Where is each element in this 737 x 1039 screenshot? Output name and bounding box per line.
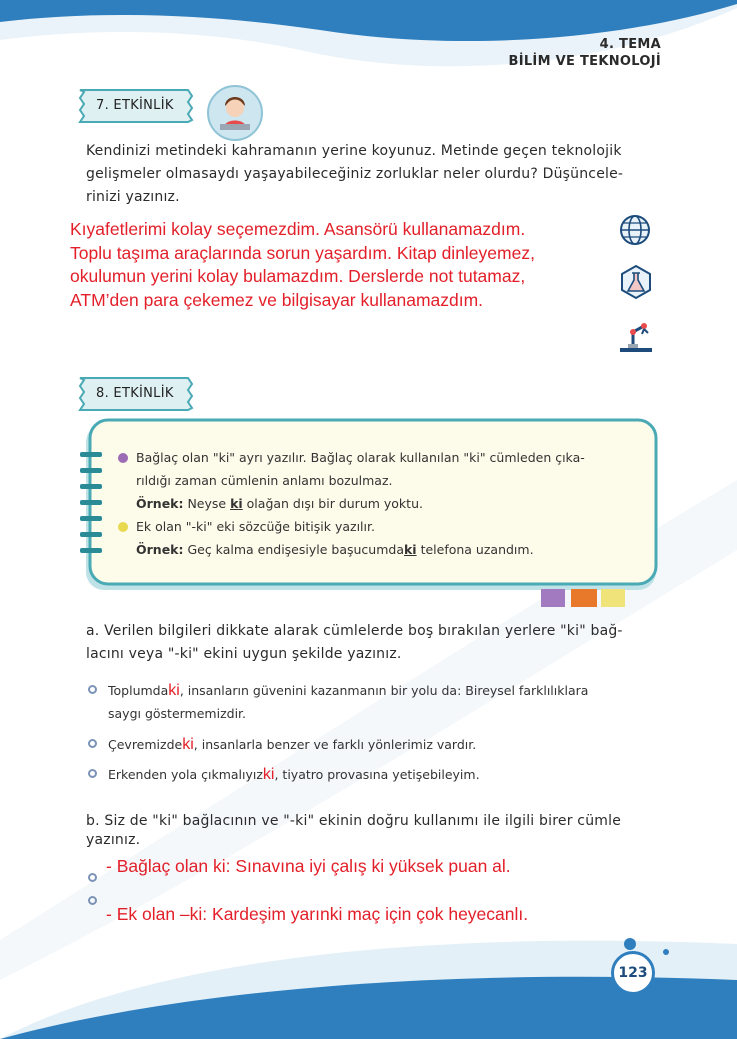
rule-1-line-1: Bağlaç olan "ki" ayrı yazılır. Bağlaç olarak kullanılan "ki" cümleden çıka- [136, 450, 585, 465]
question-line: gelişmeler olmasaydı yaşayabileceğiniz zorluklar neler olurdu? Düşüncele- [86, 166, 624, 182]
question-line: rinizi yazınız. [86, 189, 180, 205]
robot-arm-icon [618, 318, 654, 354]
answer-line: okulumun yerini kolay bulamazdım. Derslerde not tutamaz, [70, 266, 526, 286]
theme-number: 4. TEMA [599, 37, 661, 52]
activity-7-label: 7. ETKİNLİK [96, 98, 174, 113]
activity-8-label: 8. ETKİNLİK [96, 386, 174, 401]
activity-8-tag [76, 376, 194, 412]
globe-icon [618, 212, 654, 248]
info-content [118, 446, 638, 561]
example-label: Örnek: [136, 542, 184, 557]
fill-answer: ki [182, 736, 194, 753]
page-number: 123 [611, 951, 655, 995]
example-2: Örnek: Geç kalma endişesiyle başucumdaki telefona uzandım. [136, 542, 534, 557]
lab-flask-icon [618, 264, 654, 300]
question-line: a. Verilen bilgileri dikkate alarak cümlelerde boş bırakılan yerlere "ki" bağ- [86, 623, 623, 639]
answer-line: Toplu taşıma araçlarında sorun yaşardım. Kitap dinleyemez, [70, 242, 535, 263]
question-line: Kendinizi metindeki kahramanın yerine koyunuz. Metinde geçen teknolojik [86, 143, 622, 159]
question-line: lacını veya "-ki" ekini uygun şekilde yazınız. [86, 646, 402, 662]
fill-answer: ki [262, 766, 275, 783]
part-b-answer-2: - Ek olan –ki: Kardeşim yarınki maç için çok heyecanlı. [106, 904, 529, 924]
item-bullet [88, 873, 97, 882]
activity-7-tag [76, 88, 194, 124]
theme-title: BİLİM VE TEKNOLOJİ [508, 54, 661, 69]
rule-2: Ek olan "-ki" eki sözcüğe bitişik yazılır. [136, 519, 375, 534]
ki-highlight: ki [403, 542, 417, 557]
ki-highlight: ki [230, 496, 243, 511]
activity-7-answer [70, 218, 610, 312]
info-color-tabs [541, 589, 625, 609]
item-bullet [88, 739, 97, 748]
part-b-answer-1: - Bağlaç olan ki: Sınavına iyi çalış ki yüksek puan al. [106, 856, 511, 876]
yellow-bullet [118, 522, 128, 532]
question-line: yazınız. [86, 832, 141, 848]
item-bullet [88, 685, 97, 694]
theme-header [509, 36, 662, 70]
purple-bullet [118, 453, 128, 463]
item-bullet [88, 896, 97, 905]
part-b-question [86, 810, 650, 847]
girl-at-laptop-illustration [206, 84, 264, 142]
fill-answer: ki [168, 682, 180, 699]
example-1: Örnek: Neyse ki olağan dışı bir durum yoktu. [136, 496, 423, 511]
answer-line: Kıyafetlerimi kolay seçemezdim. Asansörü kullanamazdım. [70, 219, 526, 239]
part-a-question [86, 620, 650, 666]
fill-item-1: Toplumdaki, insanların güvenini kazanmanın bir yolu da: Bireysel farklılıklara saygı göstermemizdir. [108, 682, 589, 721]
activity-7-question [86, 140, 650, 209]
item-bullet [88, 769, 97, 778]
fill-item-3: Erkenden yola çıkmalıyızki, tiyatro provasına yetişebileyim. [108, 766, 480, 783]
question-line: b. Siz de "ki" bağlacının ve "-ki" ekinin doğru kullanımı ile ilgili birer cümle [86, 813, 622, 829]
fill-item-2: Çevremizdeki, insanlarla benzer ve farklı yönlerimiz vardır. [108, 736, 477, 753]
rule-1-line-2: rıldığı zaman cümlenin anlamı bozulmaz. [136, 473, 393, 488]
example-label: Örnek: [136, 496, 184, 511]
answer-line: ATM’den para çekemez ve bilgisayar kullanamazdım. [70, 289, 484, 310]
